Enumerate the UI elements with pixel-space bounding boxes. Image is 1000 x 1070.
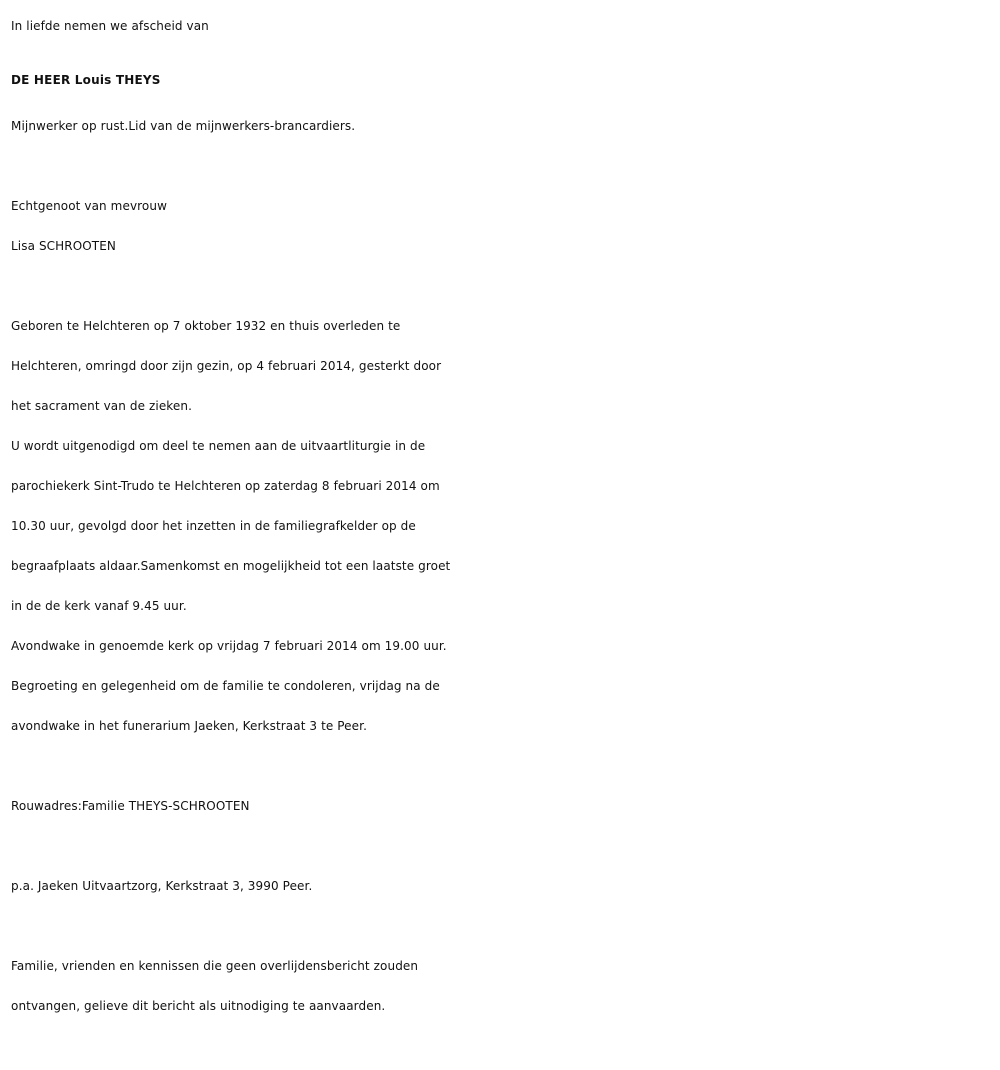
deceased-name: DE HEER Louis THEYS — [11, 73, 161, 87]
spacer — [11, 266, 996, 306]
body-line: in de de kerk vanaf 9.45 uur. — [11, 599, 187, 613]
intro-text: In liefde nemen we afscheid van — [11, 19, 209, 33]
mourning-address: Rouwadres:Familie THEYS-SCHROOTEN — [11, 799, 250, 813]
spacer — [11, 826, 996, 866]
body-line: het sacrament van de zieken. — [11, 399, 193, 413]
body-line: Avondwake in genoemde kerk op vrijdag 7 februari 2014 om 19.00 uur. — [11, 639, 447, 653]
body-paragraph — [11, 306, 996, 746]
spacer — [11, 906, 996, 946]
body-line: avondwake in het funerarium Jaeken, Kerkstraat 3 te Peer. — [11, 719, 367, 733]
spouse-line-2: Lisa SCHROOTEN — [11, 239, 116, 253]
body-line: Helchteren, omringd door zijn gezin, op 4 februari 2014, gesterkt door — [11, 359, 442, 373]
body-line: Begroeting en gelegenheid om de familie te condoleren, vrijdag na de — [11, 679, 440, 693]
body-line: U wordt uitgenodigd om deel te nemen aan de uitvaartliturgie in de — [11, 439, 426, 453]
spacer — [11, 146, 996, 186]
body-line: parochiekerk Sint-Trudo te Helchteren op zaterdag 8 februari 2014 om — [11, 479, 440, 493]
occupation-text: Mijnwerker op rust.Lid van de mijnwerkers-brancardiers. — [11, 119, 356, 133]
care-of-address: p.a. Jaeken Uitvaartzorg, Kerkstraat 3, 3990 Peer. — [11, 879, 313, 893]
spouse-line-1: Echtgenoot van mevrouw — [11, 199, 167, 213]
body-line: Geboren te Helchteren op 7 oktober 1932 en thuis overleden te — [11, 319, 401, 333]
spacer — [11, 746, 996, 786]
body-line: 10.30 uur, gevolgd door het inzetten in de familiegrafkelder op de — [11, 519, 416, 533]
closing-line: Familie, vrienden en kennissen die geen overlijdensbericht zouden — [11, 959, 419, 973]
body-line: begraafplaats aldaar.Samenkomst en mogelijkheid tot een laatste groet — [11, 559, 451, 573]
closing-line: ontvangen, gelieve dit bericht als uitnodiging te aanvaarden. — [11, 999, 386, 1013]
obituary-notice — [11, 6, 996, 1026]
